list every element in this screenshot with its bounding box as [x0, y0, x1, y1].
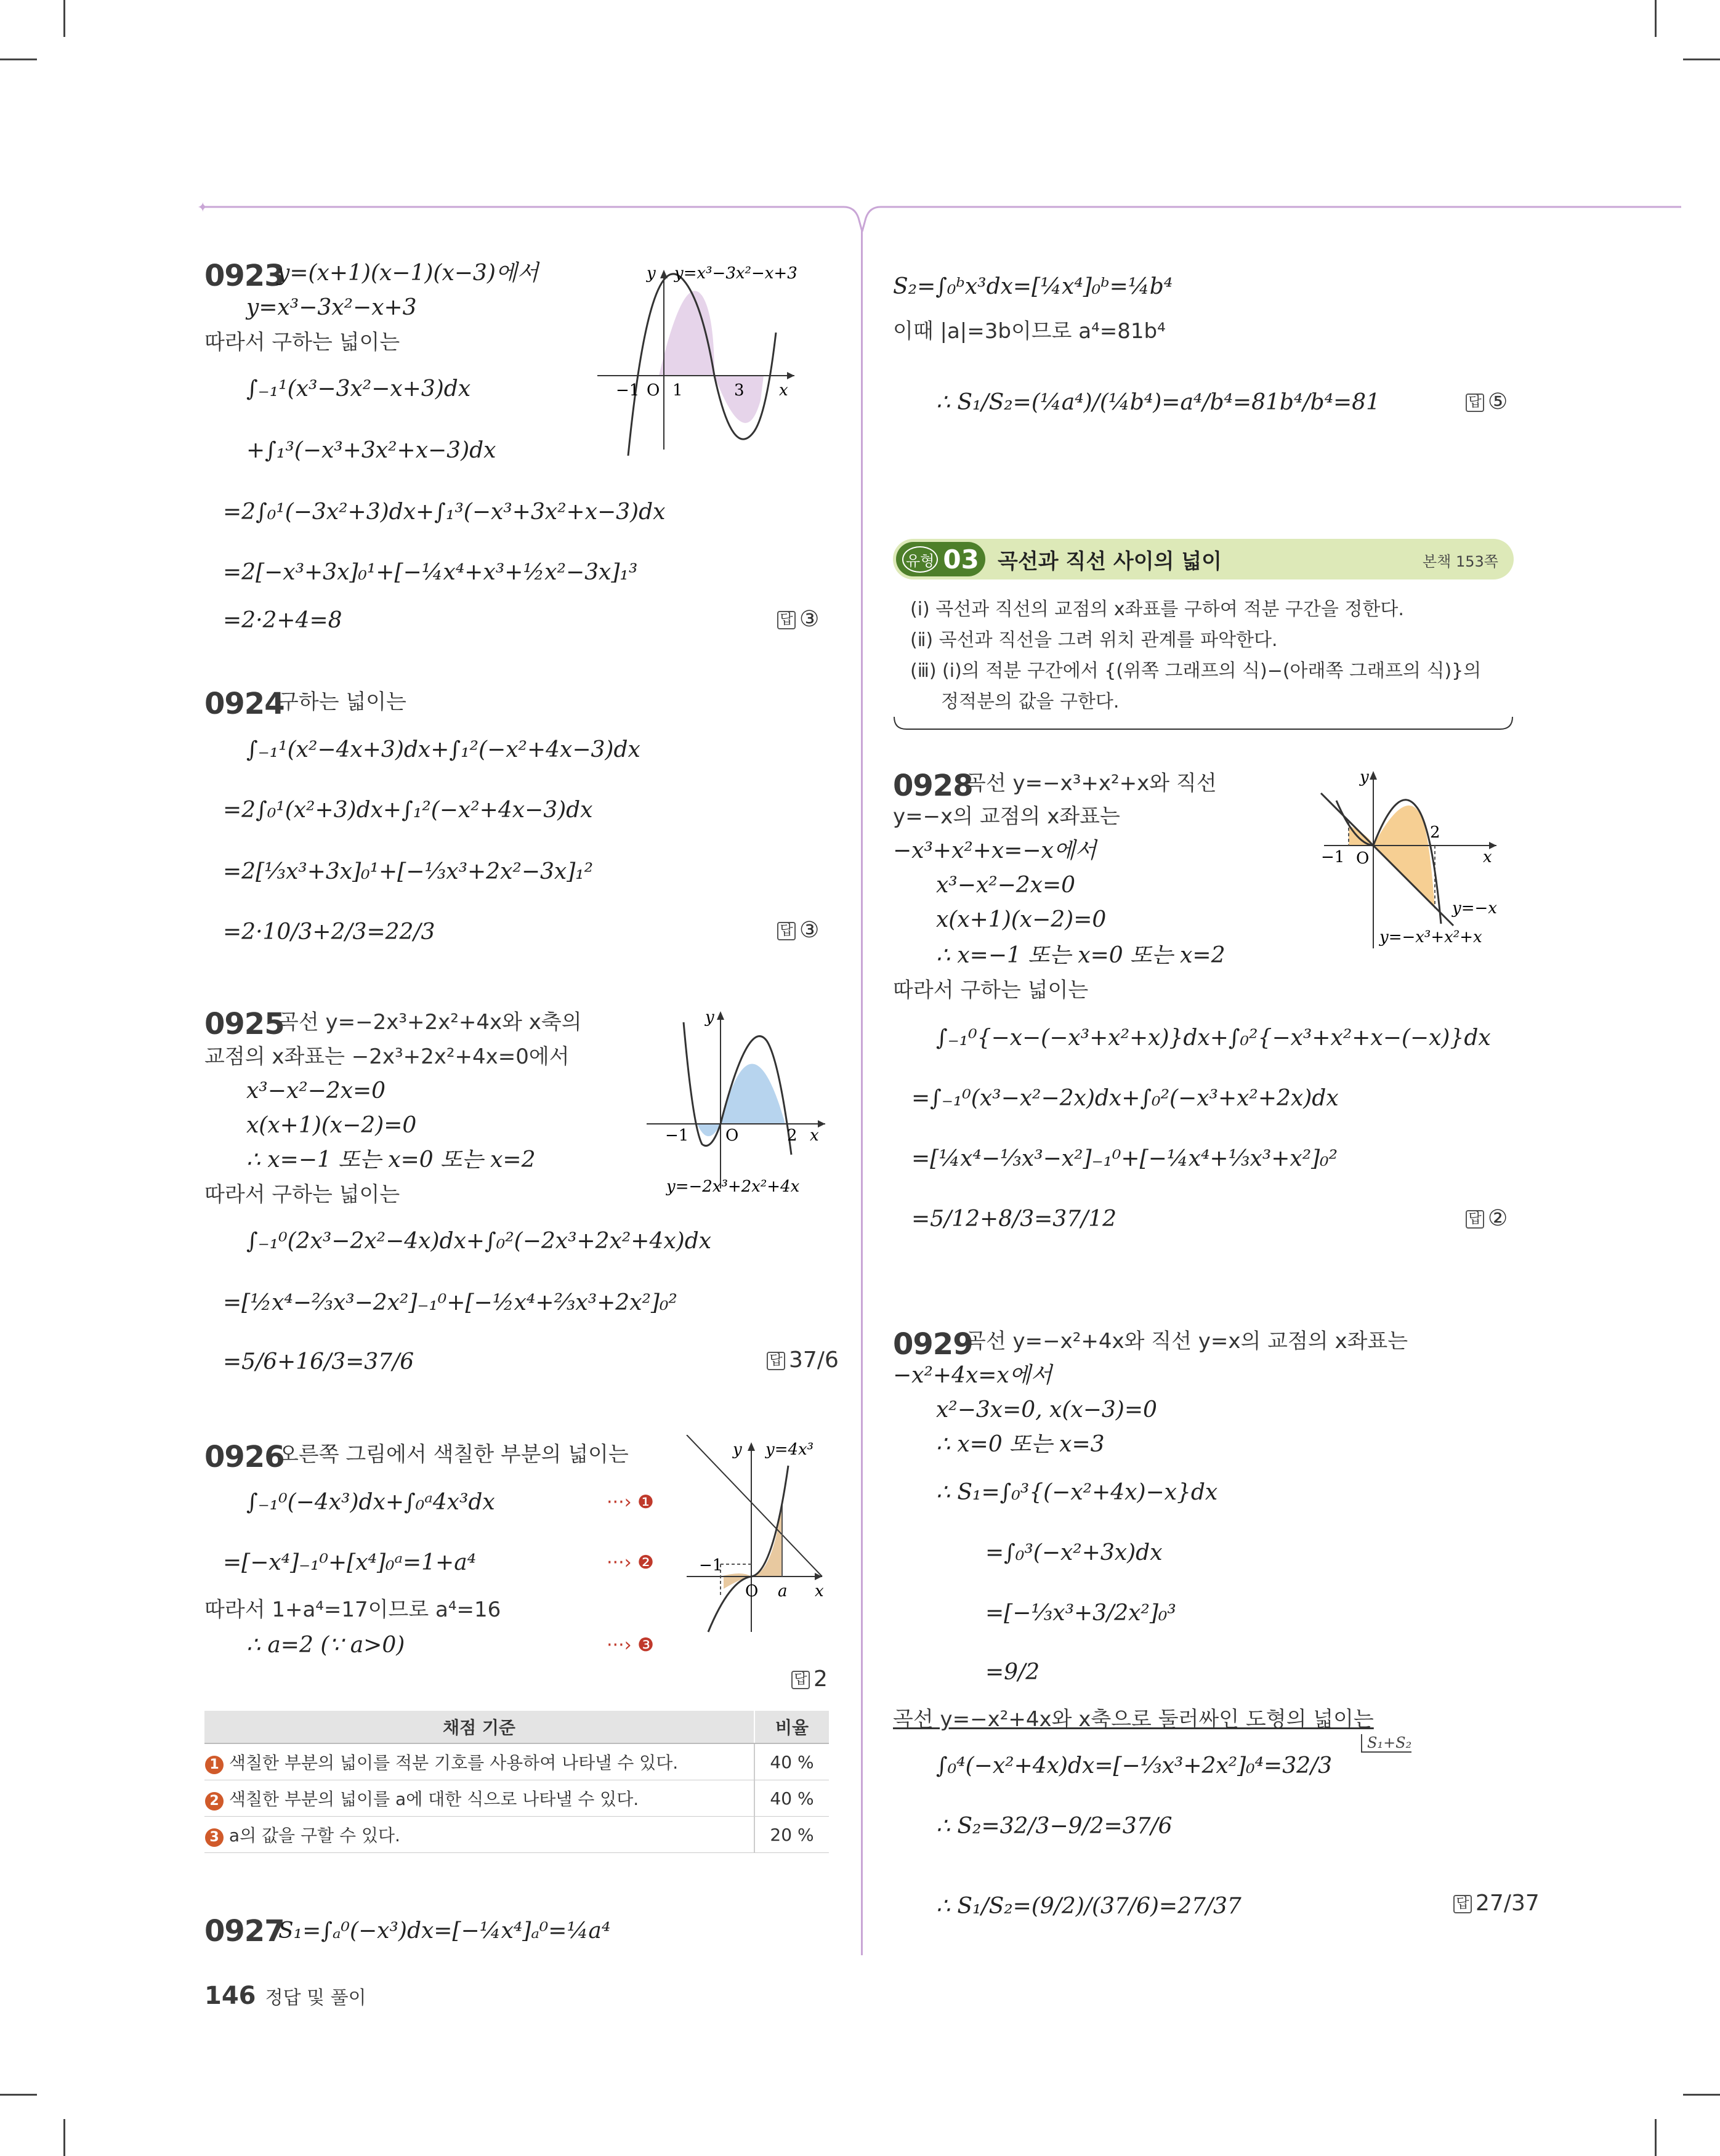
sol-line: 따라서 구하는 넓이는 [204, 1182, 400, 1207]
graph-title: y=−2x³+2x²+4x [666, 1177, 800, 1196]
answer-0927: 답 ⑤ [1466, 389, 1508, 414]
axis-label-x: x [815, 1582, 824, 1601]
svg-text:✦: ✦ [197, 200, 209, 216]
answer-icon: 답 [777, 611, 796, 629]
sol-line: =2∫₀¹(−3x²+3)dx+∫₁³(−x³+3x²+x−3)dx [223, 499, 666, 525]
sol-line: 따라서 구하는 넓이는 [204, 330, 400, 355]
axis-label-x: x [810, 1126, 819, 1145]
tick-label: −1 [1321, 848, 1345, 866]
sol-line: 이때 |a|=3b이므로 a⁴=81b⁴ [893, 319, 1166, 344]
header-rule [197, 197, 1687, 246]
problem-number-0927: 0927 [204, 1914, 285, 1948]
sol-line: x³−x²−2x=0 [936, 873, 1076, 898]
sol-line: ∴ x=0 또는 x=3 [936, 1432, 1105, 1457]
sol-line: =2∫₀¹(x²+3)dx+∫₁²(−x²+4x−3)dx [223, 797, 593, 823]
scoring-table [204, 1711, 829, 1853]
scoring-ratio: 20 % [754, 1817, 829, 1853]
problem-number-0923: 0923 [204, 259, 285, 293]
sol-line: =[−x⁴]₋₁⁰+[x⁴]₀ᵃ=1+a⁴ [223, 1550, 477, 1575]
problem-number-0928: 0928 [893, 769, 973, 803]
axis-label-y: y [647, 264, 656, 283]
step-badge: 3 [205, 1828, 224, 1847]
answer-0928: 답 ② [1466, 1206, 1508, 1231]
step-marker-2: ···› ❷ [607, 1552, 655, 1573]
tick-label: 2 [1430, 823, 1440, 842]
sol-line: =5/12+8/3=37/12 [911, 1206, 1117, 1232]
sol-line: =2·2+4=8 [223, 608, 342, 633]
type-badge-label: 유형 [902, 546, 938, 573]
sol-line: ∴ S₂=32/3−9/2=37/6 [936, 1814, 1173, 1839]
sol-line: ∫₋₁¹(x²−4x+3)dx+∫₁²(−x²+4x−3)dx [246, 737, 640, 762]
sol-line: 오른쪽 그림에서 색칠한 부분의 넓이는 [278, 1442, 629, 1467]
sol-line: x²−3x=0, x(x−3)=0 [936, 1397, 1157, 1423]
axis-label-y: y [705, 1008, 714, 1027]
tick-label: −1 [616, 381, 640, 400]
table-row [204, 1817, 829, 1853]
scoring-text: 색칠한 부분의 넓이를 a에 대한 식으로 나타낼 수 있다. [228, 1789, 639, 1809]
type-badge [896, 542, 985, 576]
tick-label: 1 [672, 381, 683, 400]
step-badge: 2 [205, 1792, 224, 1811]
sol-line: =9/2 [985, 1660, 1040, 1685]
step-marker-1: ···› ❶ [607, 1492, 655, 1513]
graph-title: y=4x³ [765, 1440, 814, 1459]
sol-line: ∫₋₁⁰{−x−(−x³+x²+x)}dx+∫₀²{−x³+x²+x−(−x)}dx [936, 1025, 1491, 1051]
sol-line: ∴ S₁=∫₀³{(−x²+4x)−x}dx [936, 1480, 1218, 1505]
sol-line: ∫₋₁⁰(−4x³)dx+∫₀ᵃ4x³dx [246, 1490, 495, 1515]
problem-number-0929: 0929 [893, 1327, 973, 1362]
type-step: (ⅰ) 곡선과 직선의 교점의 x좌표를 구하여 적분 구간을 정한다. [910, 599, 1404, 620]
sol-line: =5/6+16/3=37/6 [223, 1349, 414, 1375]
sol-line: 따라서 1+a⁴=17이므로 a⁴=16 [204, 1597, 501, 1622]
sol-line: 따라서 구하는 넓이는 [893, 978, 1089, 1003]
table-row [204, 1780, 829, 1817]
type-step: 정적분의 값을 구한다. [941, 691, 1120, 713]
tick-label: 2 [787, 1126, 797, 1145]
answer-icon: 답 [1466, 1210, 1484, 1229]
scoring-ratio: 40 % [754, 1780, 829, 1817]
sol-line: ∴ x=−1 또는 x=0 또는 x=2 [246, 1147, 536, 1173]
sol-line: ∫₋₁⁰(2x³−2x²−4x)dx+∫₀²(−2x³+2x²+4x)dx [246, 1229, 712, 1254]
sol-line: 구하는 넓이는 [278, 690, 406, 714]
scoring-header: 채점 기준 [204, 1711, 754, 1743]
answer-0926: 답 2 [791, 1666, 828, 1692]
scoring-text: a의 값을 구할 수 있다. [228, 1825, 400, 1846]
column-divider [861, 231, 863, 1955]
type-title: 곡선과 직선 사이의 넓이 [998, 549, 1222, 574]
sol-line: 곡선 y=−x²+4x와 직선 y=x의 교점의 x좌표는 [966, 1329, 1408, 1354]
sol-line: =[−⅓x³+3/2x²]₀³ [985, 1601, 1176, 1626]
answer-0923: 답 ③ [777, 607, 819, 632]
sol-line: x(x+1)(x−2)=0 [246, 1113, 417, 1138]
annotation-s1s2: S₁+S₂ [1361, 1734, 1411, 1753]
graph-0923 [591, 259, 838, 456]
sol-line: =2·10/3+2/3=22/3 [223, 919, 435, 945]
sol-line: y=−x의 교점의 x좌표는 [893, 804, 1120, 829]
graph-title: y=x³−3x²−x+3 [674, 264, 797, 283]
curve-label: y=−x³+x²+x [1379, 928, 1482, 947]
sol-line: ∴ S₁/S₂=(¼a⁴)/(¼b⁴)=a⁴/b⁴=81b⁴/b⁴=81 [936, 390, 1380, 415]
sol-line: S₂=∫₀ᵇx³dx=[¼x⁴]₀ᵇ=¼b⁴ [893, 274, 1173, 299]
sol-line: y=x³−3x²−x+3 [246, 295, 417, 320]
graph-0926 [680, 1435, 841, 1638]
answer-icon: 답 [777, 922, 796, 940]
scoring-header: 비율 [754, 1711, 829, 1743]
axis-label-x: x [1483, 848, 1492, 866]
type-bracket [892, 714, 1515, 739]
sol-line: x(x+1)(x−2)=0 [936, 907, 1107, 932]
sol-line: y=(x+1)(x−1)(x−3)에서 [277, 260, 539, 286]
sol-line: ∴ S₁/S₂=(9/2)/(37/6)=27/37 [936, 1894, 1242, 1919]
problem-number-0924: 0924 [204, 687, 285, 721]
scoring-ratio: 40 % [754, 1743, 829, 1780]
line-label: y=−x [1452, 899, 1497, 918]
answer-icon: 답 [767, 1352, 785, 1370]
sol-line: =2[−x³+3x]₀¹+[−¼x⁴+x³+½x²−3x]₁³ [223, 560, 638, 585]
sol-line: x³−x²−2x=0 [246, 1078, 386, 1104]
sol-line: 곡선 y=−x²+4x와 x축으로 둘러싸인 도형의 넓이는 [893, 1707, 1374, 1732]
footer-label: 정답 및 풀이 [265, 1987, 366, 2009]
sol-line: −x³+x²+x=−x에서 [893, 838, 1097, 863]
axis-label-y: y [733, 1440, 742, 1459]
origin-label: O [745, 1582, 759, 1601]
tick-label: −1 [665, 1126, 689, 1145]
answer-icon: 답 [791, 1671, 810, 1689]
scoring-text: 색칠한 부분의 넓이를 적분 기호를 사용하여 나타낼 수 있다. [228, 1753, 679, 1773]
origin-label: O [1356, 849, 1370, 868]
origin-label: O [647, 381, 660, 400]
sol-line: S₁=∫ₐ⁰(−x³)dx=[−¼x⁴]ₐ⁰=¼a⁴ [278, 1918, 611, 1944]
tick-label: 3 [734, 381, 745, 400]
sol-line: 교점의 x좌표는 −2x³+2x²+4x=0에서 [204, 1044, 570, 1069]
page-footer [204, 1982, 366, 2010]
sol-line: ∴ x=−1 또는 x=0 또는 x=2 [936, 943, 1225, 968]
sol-line: ∫₋₁¹(x³−3x²−x+3)dx [246, 376, 471, 402]
answer-0924: 답 ③ [777, 918, 819, 943]
table-row [204, 1743, 829, 1780]
sol-line: =[¼x⁴−⅓x³−x²]₋₁⁰+[−¼x⁴+⅓x³+x²]₀² [911, 1146, 1338, 1171]
type-step: (ⅲ) (ⅰ)의 적분 구간에서 {(위쪽 그래프의 식)−(아래쪽 그래프의 식)}의 [910, 660, 1482, 682]
sol-line: =∫₋₁⁰(x³−x²−2x)dx+∫₀²(−x³+x²+2x)dx [911, 1086, 1339, 1111]
tick-label: −1 [699, 1556, 723, 1575]
problem-number-0925: 0925 [204, 1007, 285, 1041]
sol-line: ∫₀⁴(−x²+4x)dx=[−⅓x³+2x²]₀⁴=32/3 [936, 1753, 1333, 1778]
axis-label-x: x [779, 381, 788, 400]
sol-line: 곡선 y=−2x³+2x²+4x와 x축의 [278, 1010, 582, 1035]
sol-line: ∴ a=2 (∵ a>0) [246, 1633, 405, 1658]
graph-0925 [640, 1004, 838, 1207]
axis-label-y: y [1360, 768, 1369, 786]
answer-icon: 답 [1466, 394, 1484, 412]
page-number: 146 [204, 1982, 256, 2010]
sol-line: =[½x⁴−⅔x³−2x²]₋₁⁰+[−½x⁴+⅔x³+2x²]₀² [223, 1290, 677, 1315]
problem-number-0926: 0926 [204, 1440, 285, 1474]
tick-label: a [778, 1582, 788, 1601]
step-marker-3: ···› ❸ [607, 1634, 655, 1656]
sol-line: 곡선 y=−x³+x²+x와 직선 [966, 771, 1217, 796]
sol-line: −x²+4x=x에서 [893, 1363, 1052, 1388]
sol-line: =2[⅓x³+3x]₀¹+[−⅓x³+2x²−3x]₁² [223, 859, 594, 884]
answer-0929: 답 27/37 [1453, 1891, 1540, 1916]
origin-label: O [725, 1126, 739, 1145]
answer-0925: 답 37/6 [767, 1347, 839, 1373]
sol-line: +∫₁³(−x³+3x²+x−3)dx [246, 438, 496, 463]
type-step: (ⅱ) 곡선과 직선을 그려 위치 관계를 파악한다. [910, 629, 1278, 651]
answer-icon: 답 [1453, 1895, 1472, 1913]
step-badge: 1 [205, 1756, 224, 1774]
graph-0928 [1312, 764, 1521, 955]
type-ref: 본책 153쪽 [1423, 553, 1498, 570]
type-badge-number: 03 [943, 544, 979, 575]
sol-line: =∫₀³(−x²+3x)dx [985, 1540, 1163, 1565]
